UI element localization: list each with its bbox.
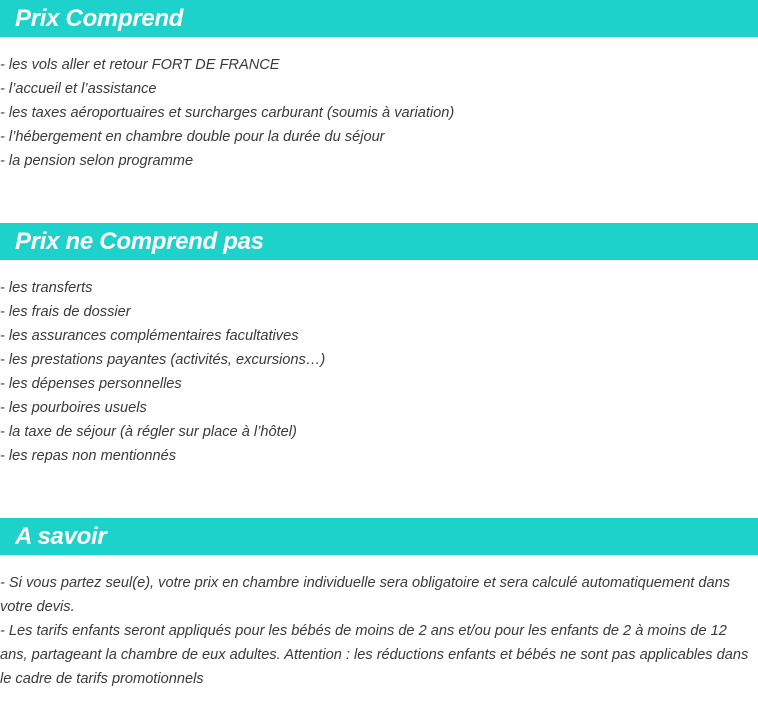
- section-prix-ne-comprend-pas: [0, 223, 758, 468]
- section-header-prix-comprend: [0, 0, 758, 37]
- section-a-savoir: [0, 518, 758, 691]
- excluded-list: [0, 260, 758, 468]
- section-prix-comprend: [0, 0, 758, 173]
- list-item: - les dépenses personnelles: [0, 376, 182, 392]
- list-item: - les pourboires usuels: [0, 400, 147, 416]
- list-item: - les repas non mentionnés: [0, 448, 177, 464]
- included-list: [0, 37, 758, 173]
- section-title: Prix ne Comprend pas: [15, 227, 264, 255]
- section-title: Prix Comprend: [15, 4, 184, 32]
- notes-block: [0, 555, 758, 691]
- list-item: - la pension selon programme: [0, 153, 194, 169]
- list-item: - les taxes aéroportuaires et surcharges carburant (soumis à variation): [0, 105, 455, 121]
- list-item: - la taxe de séjour (à régler sur place à l’hôtel): [0, 424, 297, 440]
- list-item: - les frais de dossier: [0, 304, 131, 320]
- section-title: A savoir: [15, 522, 107, 550]
- section-header-a-savoir: [0, 518, 758, 555]
- note-paragraph: - Si vous partez seul(e), votre prix en chambre individuelle sera obligatoire et sera calculé automatiquement dans votre devis.: [0, 575, 731, 615]
- list-item: - les prestations payantes (activités, excursions…): [0, 352, 326, 368]
- list-item: - l’hébergement en chambre double pour la durée du séjour: [0, 129, 385, 145]
- list-item: - les transferts: [0, 280, 93, 296]
- list-item: - les vols aller et retour FORT DE FRANCE: [0, 57, 280, 73]
- section-header-prix-ne-comprend-pas: [0, 223, 758, 260]
- note-paragraph: - Les tarifs enfants seront appliqués pour les bébés de moins de 2 ans et/ou pour les enfants de 2 à moins de 12 ans, partageant la chambre de eux adultes. Attention : les réductions enfants et bébés ne sont pas applicables dans le cadre de tarifs promotionnels: [0, 623, 749, 687]
- list-item: - l’accueil et l’assistance: [0, 81, 157, 97]
- list-item: - les assurances complémentaires facultatives: [0, 328, 299, 344]
